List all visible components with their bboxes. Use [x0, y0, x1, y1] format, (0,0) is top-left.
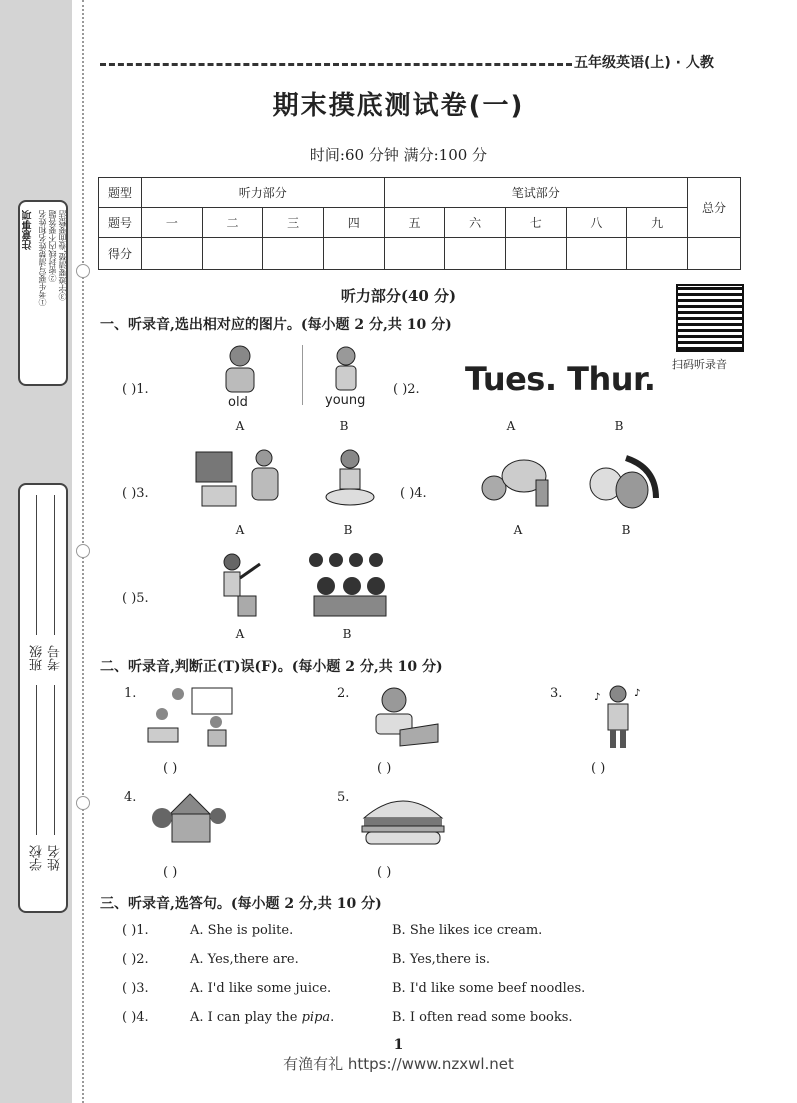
q1-a-caption: old: [228, 395, 248, 410]
answer-blank[interactable]: ( ): [377, 865, 392, 880]
divider: [302, 345, 303, 405]
exam-number-blank[interactable]: [54, 495, 55, 635]
item-number: 1.: [124, 686, 137, 701]
q2-number[interactable]: ( )2.: [122, 952, 149, 967]
score-cell[interactable]: [445, 238, 506, 270]
note-item: ②密封线内不要答题: [48, 210, 57, 282]
house-icon: [150, 788, 226, 848]
time-info: 时间:60 分钟 满分:100 分: [309, 146, 488, 164]
q3-number[interactable]: ( )3.: [122, 486, 149, 501]
header-rule: [100, 63, 572, 66]
item-number: 2.: [337, 686, 350, 701]
question-number: 三: [263, 208, 324, 238]
score-cell[interactable]: [505, 238, 566, 270]
q2-option-b: B. Yes,there is.: [392, 952, 491, 967]
q5-number[interactable]: ( )5.: [122, 591, 149, 606]
washing-clothes-icon: [322, 447, 378, 509]
part2-heading: 二、听录音,判断正(T)误(F)。(每小题 2 分,共 10 分): [100, 659, 443, 675]
subject-label: 五年级英语(上) · 人教: [574, 55, 714, 71]
group-of-students-icon: [304, 550, 390, 618]
q3-option-a: A. I'd like some juice.: [190, 981, 332, 996]
score-cell[interactable]: [263, 238, 324, 270]
kung-fu-boy-icon: [212, 552, 264, 620]
option-a: A: [235, 419, 245, 433]
question-number: 七: [505, 208, 566, 238]
question-number: 二: [202, 208, 263, 238]
part3-heading: 三、听录音,选答句。(每小题 2 分,共 10 分): [100, 896, 382, 912]
class-blank[interactable]: [36, 495, 37, 635]
school-blank[interactable]: [36, 685, 37, 835]
score-label: 得分: [99, 238, 142, 270]
question-number: 四: [323, 208, 384, 238]
type-label: 题型: [99, 178, 142, 208]
total-score-cell[interactable]: [688, 238, 741, 270]
score-cell[interactable]: [323, 238, 384, 270]
old-woman-icon: [218, 342, 262, 394]
q4-number[interactable]: ( )4.: [122, 1010, 149, 1025]
part1-heading: 一、听录音,选出相对应的图片。(每小题 2 分,共 10 分): [100, 317, 452, 333]
score-table: [98, 177, 741, 270]
vegetables-icon: [476, 446, 560, 510]
fruits-icon: [586, 448, 666, 510]
singing-boy-icon: [594, 684, 642, 752]
item-number: 3.: [550, 686, 563, 701]
class-label: 班级: [30, 645, 45, 671]
question-number: 一: [142, 208, 203, 238]
student-info-box: [18, 483, 68, 913]
answer-blank[interactable]: ( ): [591, 761, 606, 776]
listening-heading: 听力部分(40 分): [340, 287, 457, 305]
qr-label: 扫码听录音: [672, 358, 727, 371]
score-cell[interactable]: [566, 238, 627, 270]
item-number: 5.: [337, 790, 350, 805]
total-label: 总分: [688, 178, 741, 238]
q3-number[interactable]: ( )3.: [122, 981, 149, 996]
answer-blank[interactable]: ( ): [377, 761, 392, 776]
exam-number-label: 考号: [48, 645, 63, 671]
svg-text:♪: ♪: [634, 688, 641, 699]
option-b: B: [343, 523, 353, 537]
boy-reading-icon: [366, 684, 442, 748]
q4-option-a: A. I can play the pipa.: [190, 1010, 335, 1025]
question-number: 八: [566, 208, 627, 238]
q4-number[interactable]: ( )4.: [400, 486, 427, 501]
q4-option-b: B. I often read some books.: [392, 1010, 573, 1025]
option-a: A: [235, 627, 245, 641]
page-title: 期末摸底测试卷(一): [272, 91, 525, 121]
question-number: 五: [384, 208, 445, 238]
note-item: ①考生要写清楚姓名和姓名: [38, 210, 47, 306]
option-b: B: [339, 419, 349, 433]
q1-b-caption: young: [325, 393, 366, 408]
score-cell[interactable]: [384, 238, 445, 270]
classroom-icon: [144, 684, 236, 750]
q2-number[interactable]: ( )2.: [393, 382, 420, 397]
score-cell[interactable]: [627, 238, 688, 270]
question-number: 六: [445, 208, 506, 238]
q1-option-a: A. She is polite.: [190, 923, 294, 938]
q2-option-a: A. Yes,there are.: [190, 952, 299, 967]
note-item: ③字迹要清楚,卷面要整洁: [58, 210, 67, 301]
score-cell[interactable]: [142, 238, 203, 270]
question-number-label: 题号: [99, 208, 142, 238]
q1-option-b: B. She likes ice cream.: [392, 923, 543, 938]
seal-hole: [76, 264, 90, 278]
weekday-text-image: Tues. Thur.: [465, 360, 656, 398]
option-b: B: [614, 419, 624, 433]
q3-option-b: B. I'd like some beef noodles.: [392, 981, 586, 996]
item-number: 4.: [124, 790, 137, 805]
option-b: B: [342, 627, 352, 641]
option-b: B: [621, 523, 631, 537]
name-blank[interactable]: [54, 685, 55, 835]
listening-part-label: 听力部分: [142, 178, 385, 208]
q1-number[interactable]: ( )1.: [122, 923, 149, 938]
page-number: 1: [393, 1037, 404, 1053]
school-label: 学校: [30, 845, 45, 871]
hamburger-icon: [358, 794, 448, 848]
seal-hole: [76, 796, 90, 810]
notes-title: 注意事项: [23, 210, 34, 250]
answer-blank[interactable]: ( ): [163, 865, 178, 880]
young-girl-icon: [326, 344, 366, 392]
name-label: 姓名: [48, 845, 63, 871]
answer-blank[interactable]: ( ): [163, 761, 178, 776]
writing-part-label: 笔试部分: [384, 178, 687, 208]
option-a: A: [513, 523, 523, 537]
watching-tv-icon: [192, 446, 290, 510]
qr-code-icon[interactable]: [676, 284, 744, 352]
footer-watermark: 有渔有礼 https://www.nzxwl.net: [283, 1055, 514, 1073]
option-a: A: [506, 419, 516, 433]
score-cell[interactable]: [202, 238, 263, 270]
seal-hole: [76, 544, 90, 558]
svg-text:♪: ♪: [594, 692, 601, 703]
q1-number[interactable]: ( )1.: [122, 382, 149, 397]
option-a: A: [235, 523, 245, 537]
question-number: 九: [627, 208, 688, 238]
